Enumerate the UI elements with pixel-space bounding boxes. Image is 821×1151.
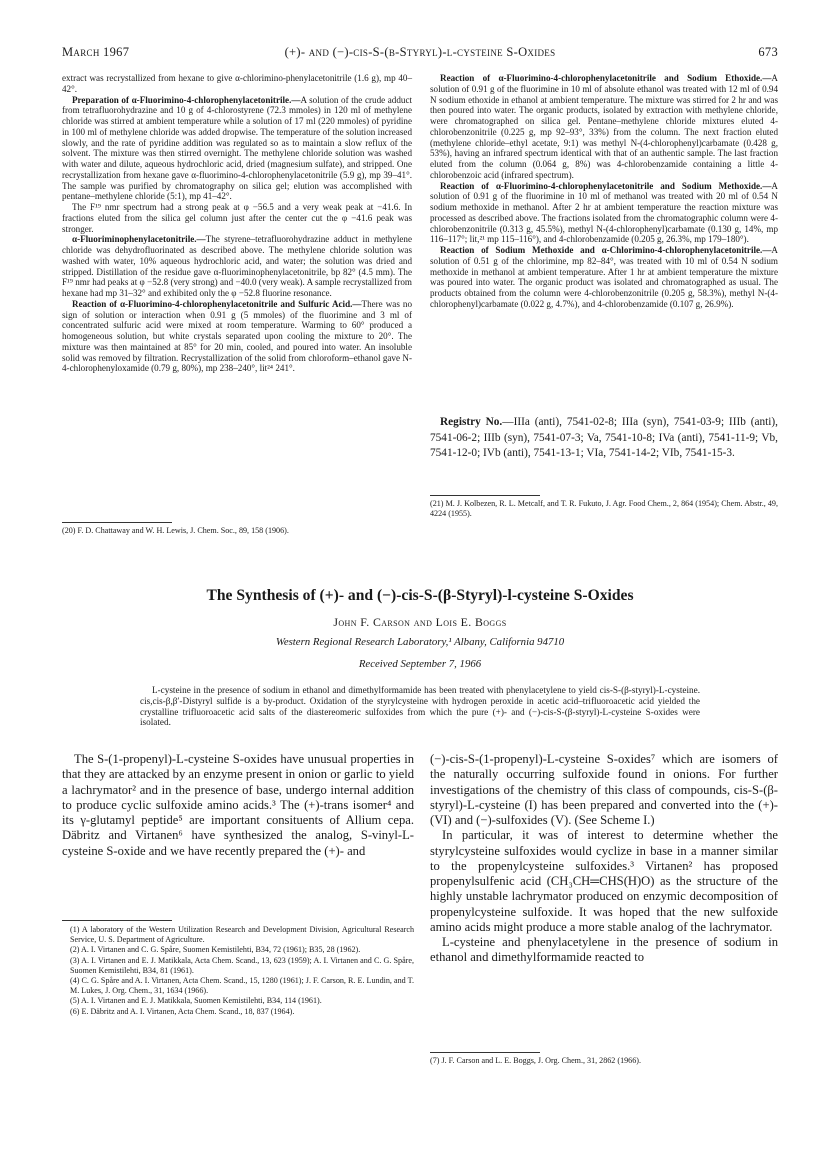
section-heading: Reaction of α-Fluorimino-4-chlorophenylacetonitrile and Sodium Ethoxide.—	[440, 73, 772, 83]
paragraph: In particular, it was of interest to determine whether the styrylcysteine sulfoxides would cyclize in base in a manner similar to the propenylcysteine sulfoxides.³ Virtanen² has proposed propenylsulfenic acid (CH₃CH═CHS(H)O) as the structure of the highly unstable lachrymator produced on enzymic decomposition of propenylcysteine sulfoxide. It was hoped that the new sulfoxide amino acids might produce a more stable analog of the lachrymator.	[430, 828, 778, 934]
received-date: Received September 7, 1966	[358, 658, 482, 670]
paragraph: The S-(1-propenyl)-L-cysteine S-oxides have unusual properties in that they are attacked by an enzyme present in onion or garlic to yield a lachrymator² and in the presence of base, undergo internal addition to produce cyclic sulfoxide amino acids.³ The (+)-trans isomer⁴ and its γ-glutamyl peptide⁵ are important consituents of Allium cepa. Däbritz and Virtanen⁶ have synthesized the analog, S-vinyl-L-cysteine S-oxide and we have recently prepared the (+)- and	[62, 752, 414, 858]
running-head-date: March 1967	[62, 45, 130, 59]
footnote: (21) M. J. Kolbezen, R. L. Metcalf, and T. R. Fukuto, J. Agr. Food Chem., 2, 864 (1954); Chem. Abstr., 49, 4224 (1955).	[430, 499, 778, 519]
paragraph: Preparation of α-Fluorimino-4-chlorophenylacetonitrile.—A solution of the crude adduct from tetrafluorohydrazine and 10 g of 4-chlorostyrene (72.3 mmoles) in 120 ml of methylene chloride was stirred at ambient temperature while a solution of 17 ml (220 mmoles) of pyridine in 100 ml of methylene chloride was added dropwise. The temperature of the solution increased slowly, and the rate of pyridine addition was regulated so as to maintain a slow reflux of the solvent. The mixture was then stirred overnight. The methylene chloride solution was washed with water and dilute, aqueous hydrochloric acid, dried (magnesium sulfate), and stripped. One recrystallization from hexane gave α-fluorimino-4-chlorophenylacetonitrile (5.9 g), mp 39–41°. The sample was purified by chromatography on silica gel; elution was accomplished with pentane–methylene chloride (5:1), mp 41–42°.	[62, 94, 413, 202]
article-title: The Synthesis of (+)- and (−)-cis-S-(β-Styryl)-l-cysteine S-Oxides	[206, 587, 634, 604]
paragraph: Reaction of α-Fluorimino-4-chlorophenylacetonitrile and Sodium Methoxide.—A solution of 0.91 g of the fluorimine in 10 ml of methanol was treated with 20 ml of 0.54 N sodium methoxide in methanol. After 2 hr at ambient temperature the reaction mixture was processed as described above. The fractions isolated from the chromatographic column were 4-chlorobenzonitrile (0.313 g, 45.5%), methyl N-(4-chlorophenyl)carbamate (0.130 g, 14%, mp 116–117°; lit,²¹ mp 115–116°), and 4-chlorobenzamide (0.205 g, 26.3%, mp 179–180°).	[430, 180, 778, 245]
footnote: (7) J. F. Carson and L. E. Boggs, J. Org. Chem., 31, 2862 (1966).	[430, 1056, 641, 1065]
article-affiliation: Western Regional Research Laboratory,¹ Albany, California 94710	[275, 636, 565, 648]
section-heading: α-Fluoriminophenylacetonitrile.—	[72, 234, 206, 245]
footnote: (3) A. I. Virtanen and E. J. Matikkala, Acta Chem. Scand., 13, 623 (1959); A. I. Virtanen and C. G. Spåre, Suomen Kemistilehti, B34, 81 (1961).	[70, 955, 414, 975]
running-head	[62, 45, 778, 61]
footnote-rule	[430, 495, 540, 496]
footnote-rule	[62, 522, 172, 523]
body-left-column	[62, 752, 414, 859]
footnote: (2) A. I. Virtanen and C. G. Spåre, Suomen Kemistilehti, B34, 72 (1961); B35, 28 (1962).	[70, 945, 361, 955]
footnotes-left	[62, 925, 414, 1017]
registry-label: Registry No.	[440, 416, 503, 428]
paragraph: extract was recrystallized from hexane to give α-chlorimino-phenylacetonitrile (1.6 g), mp 40–42°.	[62, 73, 412, 94]
footnote: (6) E. Däbritz and A. I. Virtanen, Acta Chem. Scand., 18, 837 (1964).	[70, 1006, 295, 1016]
section-heading: Preparation of α-Fluorimino-4-chlorophenylacetonitrile.—	[72, 94, 301, 105]
section-heading: Reaction of α-Fluorimino-4-chlorophenylacetonitrile and Sulfuric Acid.—	[72, 298, 362, 309]
registry-numbers: Registry No.—IIIa (anti), 7541-02-8; IIIa (syn), 7541-03-9; IIIb (anti), 7541-06-2; IIIb (syn), 7541-07-3; Va, 7541-10-8; IVa (anti), 7541-11-9; Vb, 7541-12-0; IVb (anti), 7541-13-1; VIa, 7541-14-2; VIb, 7541-15-3.	[430, 416, 778, 460]
paragraph: Reaction of α-Fluorimino-4-chlorophenylacetonitrile and Sodium Ethoxide.—A solution of 0.91 g of the fluorimine in 10 ml of absolute ethanol was treated with 12 ml of 0.94 N sodium ethoxide in ethanol at ambient temperature. The mixture was stirred for 2 hr and was then poured into water. The organic products, isolated by extraction with methylene chloride, were chromatographed on silica gel. Pentane–methylene chloride mixtures eluted 4-chlorobenzonitrile (0.225 g, mp 92–93°, 33%) from the column. The next fraction eluted (methylene chloride–ethyl acetate, 9:1) was methyl N-(4-chlorophenyl)carbamate (0.428 g, 53%), having an infrared spectrum identical with that of an authentic sample. The last fraction eluted from the column (0.064 g, 8%) was 4-chlorobenzamide containing a little 4-chlorobenzoic acid (infrared spectrum).	[430, 73, 778, 180]
abstract: L-cysteine in the presence of sodium in ethanol and dimethylformamide has been treated with phenylacetylene to yield cis-S-(β-styryl)-L-cysteine. cis,cis-β,β′-Distyryl sulfide is a by-product. Oxidation of the styrylcysteine with hydrogen peroxide in acetic acid–trifluoroacetic acid yielded the crystalline trifluoroacetic acid salts of the diastereomeric sulfoxides from which the pure (+)- and (−)-cis-S-(β-styryl)-L-cysteine S-oxides were isolated.	[140, 685, 700, 728]
paragraph: Reaction of Sodium Methoxide and α-Chlorimino-4-chlorophenylacetonitrile.—A solution of 0.51 g of the chlorimine, mp 82–84°, was treated with 10 ml of 0.54 N sodium methoxide in methanol at ambient temperature. After 1 hr at ambient temperature the mixture was poured into water. The organic product was isolated and chromatographed as usual. The products obtained from the column were 4-chlorobenzonitrile (0.205 g, 58.3%), methyl N-(4-chlorophenyl)carbamate (0.022 g, 4.7%), and 4-chlorobenzamide (0.107 g, 26.9%).	[430, 245, 778, 309]
footnote-rule	[430, 1052, 540, 1053]
experimental-left-column	[62, 73, 412, 374]
running-head-title: (+)- and (−)-cis-S-(β-Styryl)-l-cysteine S-Oxides	[284, 45, 556, 59]
footnote: (5) A. I. Virtanen and E. J. Matikkala, Suomen Kemistilehti, B34, 114 (1961).	[70, 996, 322, 1006]
paragraph: Reaction of α-Fluorimino-4-chlorophenylacetonitrile and Sulfuric Acid.—There was no sign of solution or interaction when 0.91 g (5 mmoles) of the fluorimine and 3 ml of concentrated sulfuric acid were mixed at room temperature. Warming to 60° produced a homogeneous solution, but white crystals separated upon cooling the mixture to 20°. The mixture was then maintained at 85° for 20 min, cooled, and poured into water. An insoluble solid was removed by filtration. Recrystallization of the solid from chloroform–ethanol gave N-4-chlorophenyloxamide (0.79 g, 80%), mp 238–240°, lit²⁴ 241°.	[62, 298, 412, 374]
experimental-right-column	[430, 73, 778, 310]
page-number: 673	[758, 45, 778, 59]
paragraph: The F¹⁹ nmr spectrum had a strong peak at φ −56.5 and a very weak peak at −41.6. In fractions eluted from the silica gel column just after the center cut the φ −41.6 peak was stronger.	[62, 202, 412, 234]
section-heading: Reaction of Sodium Methoxide and α-Chlorimino-4-chlorophenylacetonitrile.—	[440, 245, 772, 255]
footnote-rule	[62, 920, 172, 921]
footnote: (20) F. D. Chattaway and W. H. Lewis, J. Chem. Soc., 89, 158 (1906).	[62, 526, 289, 535]
article-authors: John F. Carson and Lois E. Boggs	[333, 615, 507, 629]
paragraph: L-cysteine and phenylacetylene in the presence of sodium in ethanol and dimethylformamide reacted to	[430, 935, 778, 965]
section-heading: Reaction of α-Fluorimino-4-chlorophenylacetonitrile and Sodium Methoxide.—	[440, 180, 772, 191]
body-right-column	[430, 752, 778, 966]
footnote: (4) C. G. Spåre and A. I. Virtanen, Acta Chem. Scand., 15, 1280 (1961); J. F. Carson, R. E. Lundin, and T. M. Lukes, J. Org. Chem., 31, 1634 (1966).	[70, 976, 414, 996]
footnote: (1) A laboratory of the Western Utilization Research and Development Division, Agricultural Research Service, U. S. Department of Agriculture.	[70, 925, 414, 945]
paragraph: α-Fluoriminophenylacetonitrile.—The styrene–tetrafluorohydrazine adduct in methylene chloride was dehydrofluorinated as described above. The methylene chloride solution was washed with water, 10% aqueous hydrochloric acid, and water; the solution was dried and stripped. Distillation of the residue gave α-fluoriminophenylacetonitrile, bp 82° (4.5 mm). The F¹⁹ nmr had peaks at φ −52.8 (very strong) and −40.0 (very weak). A sample recrystallized from hexane had mp 31–32° and exhibited only the φ −52.8 fluorine resonance.	[62, 234, 412, 298]
paragraph: (−)-cis-S-(1-propenyl)-L-cysteine S-oxides⁷ which are isomers of the naturally occurring sulfoxide found in onions. For further investigations of the chemistry of this class of compounds, cis-S-(β-styryl)-L-cysteine (I) has been prepared and converted into the (+)- (VI) and (−)-sulfoxides (V). (See Scheme I.)	[430, 752, 778, 827]
